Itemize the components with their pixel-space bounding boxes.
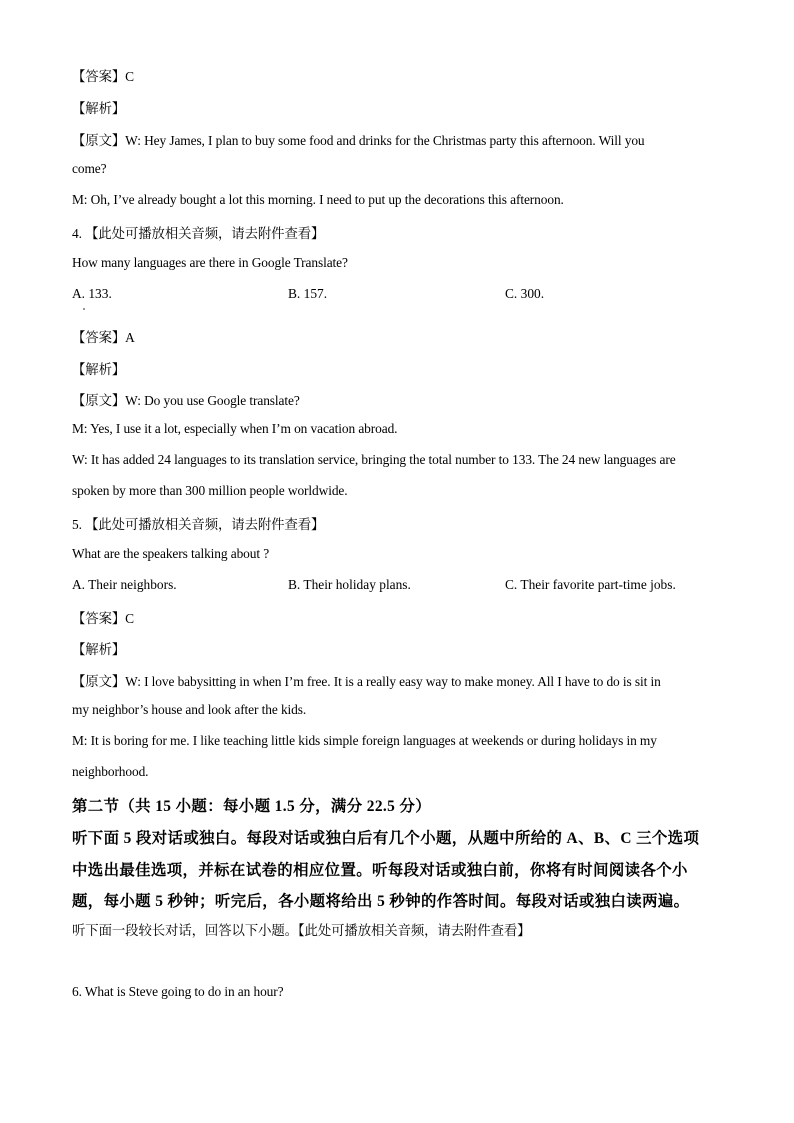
option-b: B. 157. (288, 286, 328, 301)
option-b: B. Their holiday plans. (288, 577, 411, 592)
transcript-line: 【原文】W: Hey James, I plan to buy some food and drinks for the Christmas party this afternoon. Will you (72, 133, 645, 148)
question-number: 4. 【此处可播放相关音频，请去附件查看】 (72, 226, 325, 241)
transcript-line: W: It has added 24 languages to its translation service, bringing the total number to 133. The 24 new languages are (72, 452, 676, 467)
answer-label: 【答案】C (72, 69, 134, 84)
transcript-line: M: It is boring for me. I like teaching little kids simple foreign languages at weekends or during holidays in my (72, 733, 657, 748)
transcript-line: come? (72, 161, 107, 176)
answer-label: 【答案】A (72, 330, 135, 345)
question-text: 6. What is Steve going to do in an hour? (72, 984, 284, 999)
transcript-line: 【原文】W: I love babysitting in when I’m free. It is a really easy way to make money. All I have to do is sit in (72, 674, 661, 689)
question-number: 5. 【此处可播放相关音频，请去附件查看】 (72, 517, 325, 532)
section-title: 第二节（共 15 小题：每小题 1.5 分，满分 22.5 分） (72, 798, 432, 815)
stray-dot (83, 308, 85, 310)
section-instruction: 题，每小题 5 秒钟；听完后，各小题将给出 5 秒钟的作答时间。每段对话或独白读两遍。 (72, 893, 690, 910)
analysis-label: 【解析】 (72, 362, 126, 377)
transcript-line: spoken by more than 300 million people worldwide. (72, 483, 348, 498)
transcript-line: neighborhood. (72, 764, 149, 779)
transcript-line: my neighbor’s house and look after the kids. (72, 702, 307, 717)
option-a: A. Their neighbors. (72, 577, 177, 592)
option-c: C. Their favorite part-time jobs. (505, 577, 676, 592)
option-a: A. 133. (72, 286, 112, 301)
option-c: C. 300. (505, 286, 545, 301)
analysis-label: 【解析】 (72, 101, 126, 116)
section-instruction: 中选出最佳选项，并标在试卷的相应位置。听每段对话或独白前，你将有时间阅读各个小 (72, 862, 688, 879)
question-text: What are the speakers talking about ? (72, 546, 270, 561)
section-instruction: 听下面 5 段对话或独白。每段对话或独白后有几个小题，从题中所给的 A、B、C 三个选项 (72, 830, 700, 847)
transcript-line: M: Yes, I use it a lot, especially when I’m on vacation abroad. (72, 421, 398, 436)
dialog-instruction: 听下面一段较长对话，回答以下小题。【此处可播放相关音频，请去附件查看】 (72, 923, 531, 938)
transcript-line: M: Oh, I’ve already bought a lot this morning. I need to put up the decorations this afternoon. (72, 192, 564, 207)
transcript-line: 【原文】W: Do you use Google translate? (72, 393, 300, 408)
question-text: How many languages are there in Google Translate? (72, 255, 348, 270)
analysis-label: 【解析】 (72, 642, 126, 657)
answer-label: 【答案】C (72, 611, 134, 626)
